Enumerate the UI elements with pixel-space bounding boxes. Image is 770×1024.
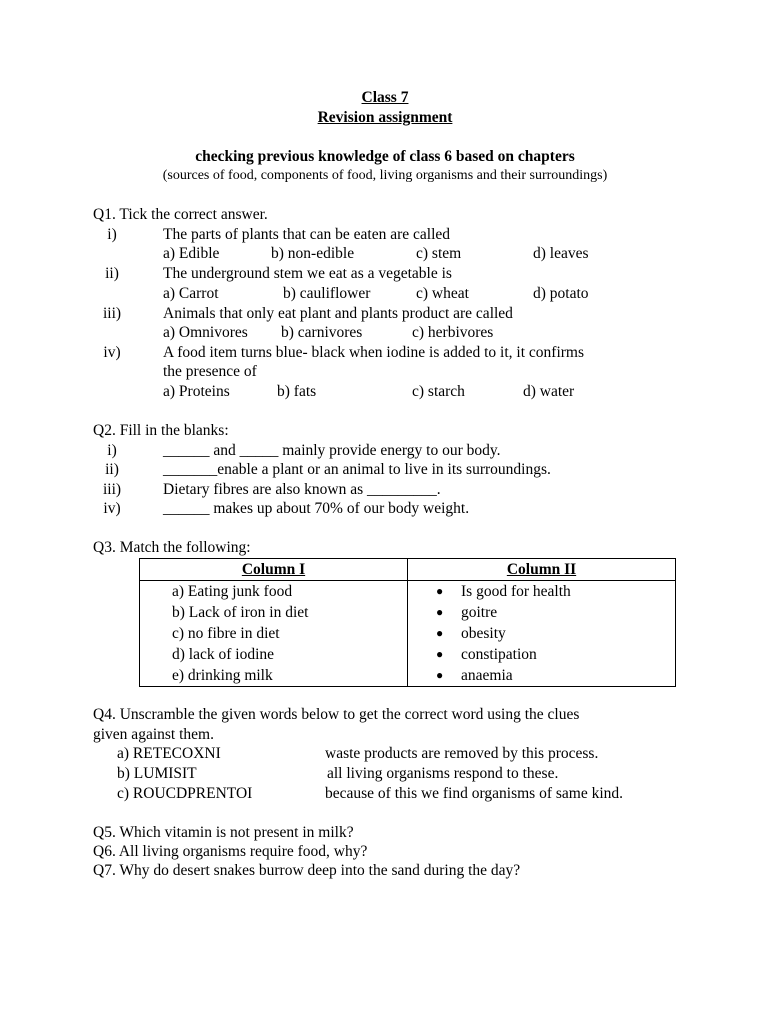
q2-item-number: ii)	[105, 461, 119, 478]
q1-option: b) carnivores	[281, 324, 363, 341]
column-1-item	[140, 581, 407, 602]
column-1-item-text: a) Eating junk food	[172, 583, 293, 600]
q4-word: c) ROUCDPRENTOI	[117, 785, 253, 802]
chapters-note: (sources of food, components of food, living organisms and their surroundings)	[162, 168, 608, 183]
q1-option: b) fats	[277, 383, 317, 400]
q1-item-text-cont: the presence of	[163, 363, 257, 380]
column-2-header-cell	[408, 559, 676, 581]
column-1-item	[140, 623, 407, 644]
q4-word: a) RETECOXNI	[117, 745, 221, 762]
bullet-icon: ●	[436, 668, 444, 682]
q2-heading: Q2. Fill in the blanks:	[93, 422, 229, 439]
q6-text: Q6. All living organisms require food, why?	[93, 843, 368, 860]
q2-item-text: ______ and _____ mainly provide energy to our body.	[163, 442, 501, 459]
q1-option: a) Omnivores	[163, 324, 248, 341]
q1-item-number: ii)	[105, 265, 119, 282]
column-2-item	[408, 665, 675, 686]
q4-word: b) LUMISIT	[117, 765, 197, 782]
column-1-item	[140, 665, 407, 686]
q1-option: d) potato	[533, 285, 589, 302]
subtitle: checking previous knowledge of class 6 based on chapters	[195, 148, 575, 165]
match-table	[139, 558, 676, 687]
column-1-item-text: d) lack of iodine	[172, 646, 275, 663]
q1-option: d) leaves	[533, 245, 589, 262]
q1-option: b) non-edible	[271, 245, 355, 262]
q2-item-number: iv)	[103, 500, 121, 517]
q1-item-number: iv)	[103, 344, 121, 361]
column-2-item-text: constipation	[461, 646, 537, 663]
q1-item-text: A food item turns blue- black when iodine is added to it, it confirms	[163, 344, 585, 361]
column-1-header: Column I	[241, 561, 306, 578]
q1-option: b) cauliflower	[283, 285, 371, 302]
bullet-icon: ●	[436, 626, 444, 640]
q7-text: Q7. Why do desert snakes burrow deep into the sand during the day?	[93, 862, 521, 879]
column-2-item	[408, 581, 675, 602]
column-1-item-text: c) no fibre in diet	[172, 625, 280, 642]
q5-text: Q5. Which vitamin is not present in milk?	[93, 824, 354, 841]
q1-option: a) Edible	[163, 245, 220, 262]
column-1-header-cell	[140, 559, 408, 581]
q4-heading: Q4. Unscramble the given words below to get the correct word using the clues	[93, 706, 580, 723]
column-2-item-text: goitre	[461, 604, 498, 621]
class-heading: Class 7	[361, 89, 409, 106]
column-1-item	[140, 602, 407, 623]
column-1-item-text: b) Lack of iron in diet	[172, 604, 309, 621]
q2-item-text: Dietary fibres are also known as _________.	[163, 481, 441, 498]
column-2-item-text: Is good for health	[461, 583, 571, 600]
q1-option: a) Proteins	[163, 383, 230, 400]
bullet-icon: ●	[436, 584, 444, 598]
bullet-icon: ●	[436, 647, 444, 661]
q1-item-number: i)	[107, 226, 117, 243]
q2-item-text: ______ makes up about 70% of our body weight.	[163, 500, 470, 517]
column-2-header: Column II	[506, 561, 577, 578]
q2-item-number: iii)	[102, 481, 122, 498]
column-2-item	[408, 623, 675, 644]
q1-option: a) Carrot	[163, 285, 219, 302]
page-title: Revision assignment	[317, 109, 453, 126]
q4-clue: because of this we find organisms of same kind.	[325, 785, 624, 802]
column-1-cell	[140, 581, 408, 687]
column-2-item-text: obesity	[461, 625, 506, 642]
q1-option: c) stem	[416, 245, 462, 262]
q4-clue: all living organisms respond to these.	[327, 765, 559, 782]
q2-item-text: _______enable a plant or an animal to live in its surroundings.	[163, 461, 551, 478]
q1-option: c) herbivores	[412, 324, 494, 341]
column-2-item-text: anaemia	[461, 667, 513, 684]
column-2-item	[408, 602, 675, 623]
q4-heading-cont: given against them.	[93, 726, 214, 743]
q1-item-text: The parts of plants that can be eaten are called	[163, 226, 451, 243]
q1-item-text: Animals that only eat plant and plants product are called	[163, 305, 513, 322]
q3-heading: Q3. Match the following:	[93, 539, 251, 556]
column-2-cell	[408, 581, 676, 687]
bullet-icon: ●	[436, 605, 444, 619]
q1-heading: Q1. Tick the correct answer.	[93, 206, 268, 223]
q2-item-number: i)	[107, 442, 117, 459]
q1-option: c) starch	[412, 383, 465, 400]
q1-item-number: iii)	[102, 305, 122, 322]
column-2-item	[408, 644, 675, 665]
q1-item-text: The underground stem we eat as a vegetable is	[163, 265, 452, 282]
q1-option: d) water	[523, 383, 575, 400]
q4-clue: waste products are removed by this process.	[325, 745, 599, 762]
column-1-item-text: e) drinking milk	[172, 667, 273, 684]
q1-option: c) wheat	[416, 285, 469, 302]
column-1-item	[140, 644, 407, 665]
